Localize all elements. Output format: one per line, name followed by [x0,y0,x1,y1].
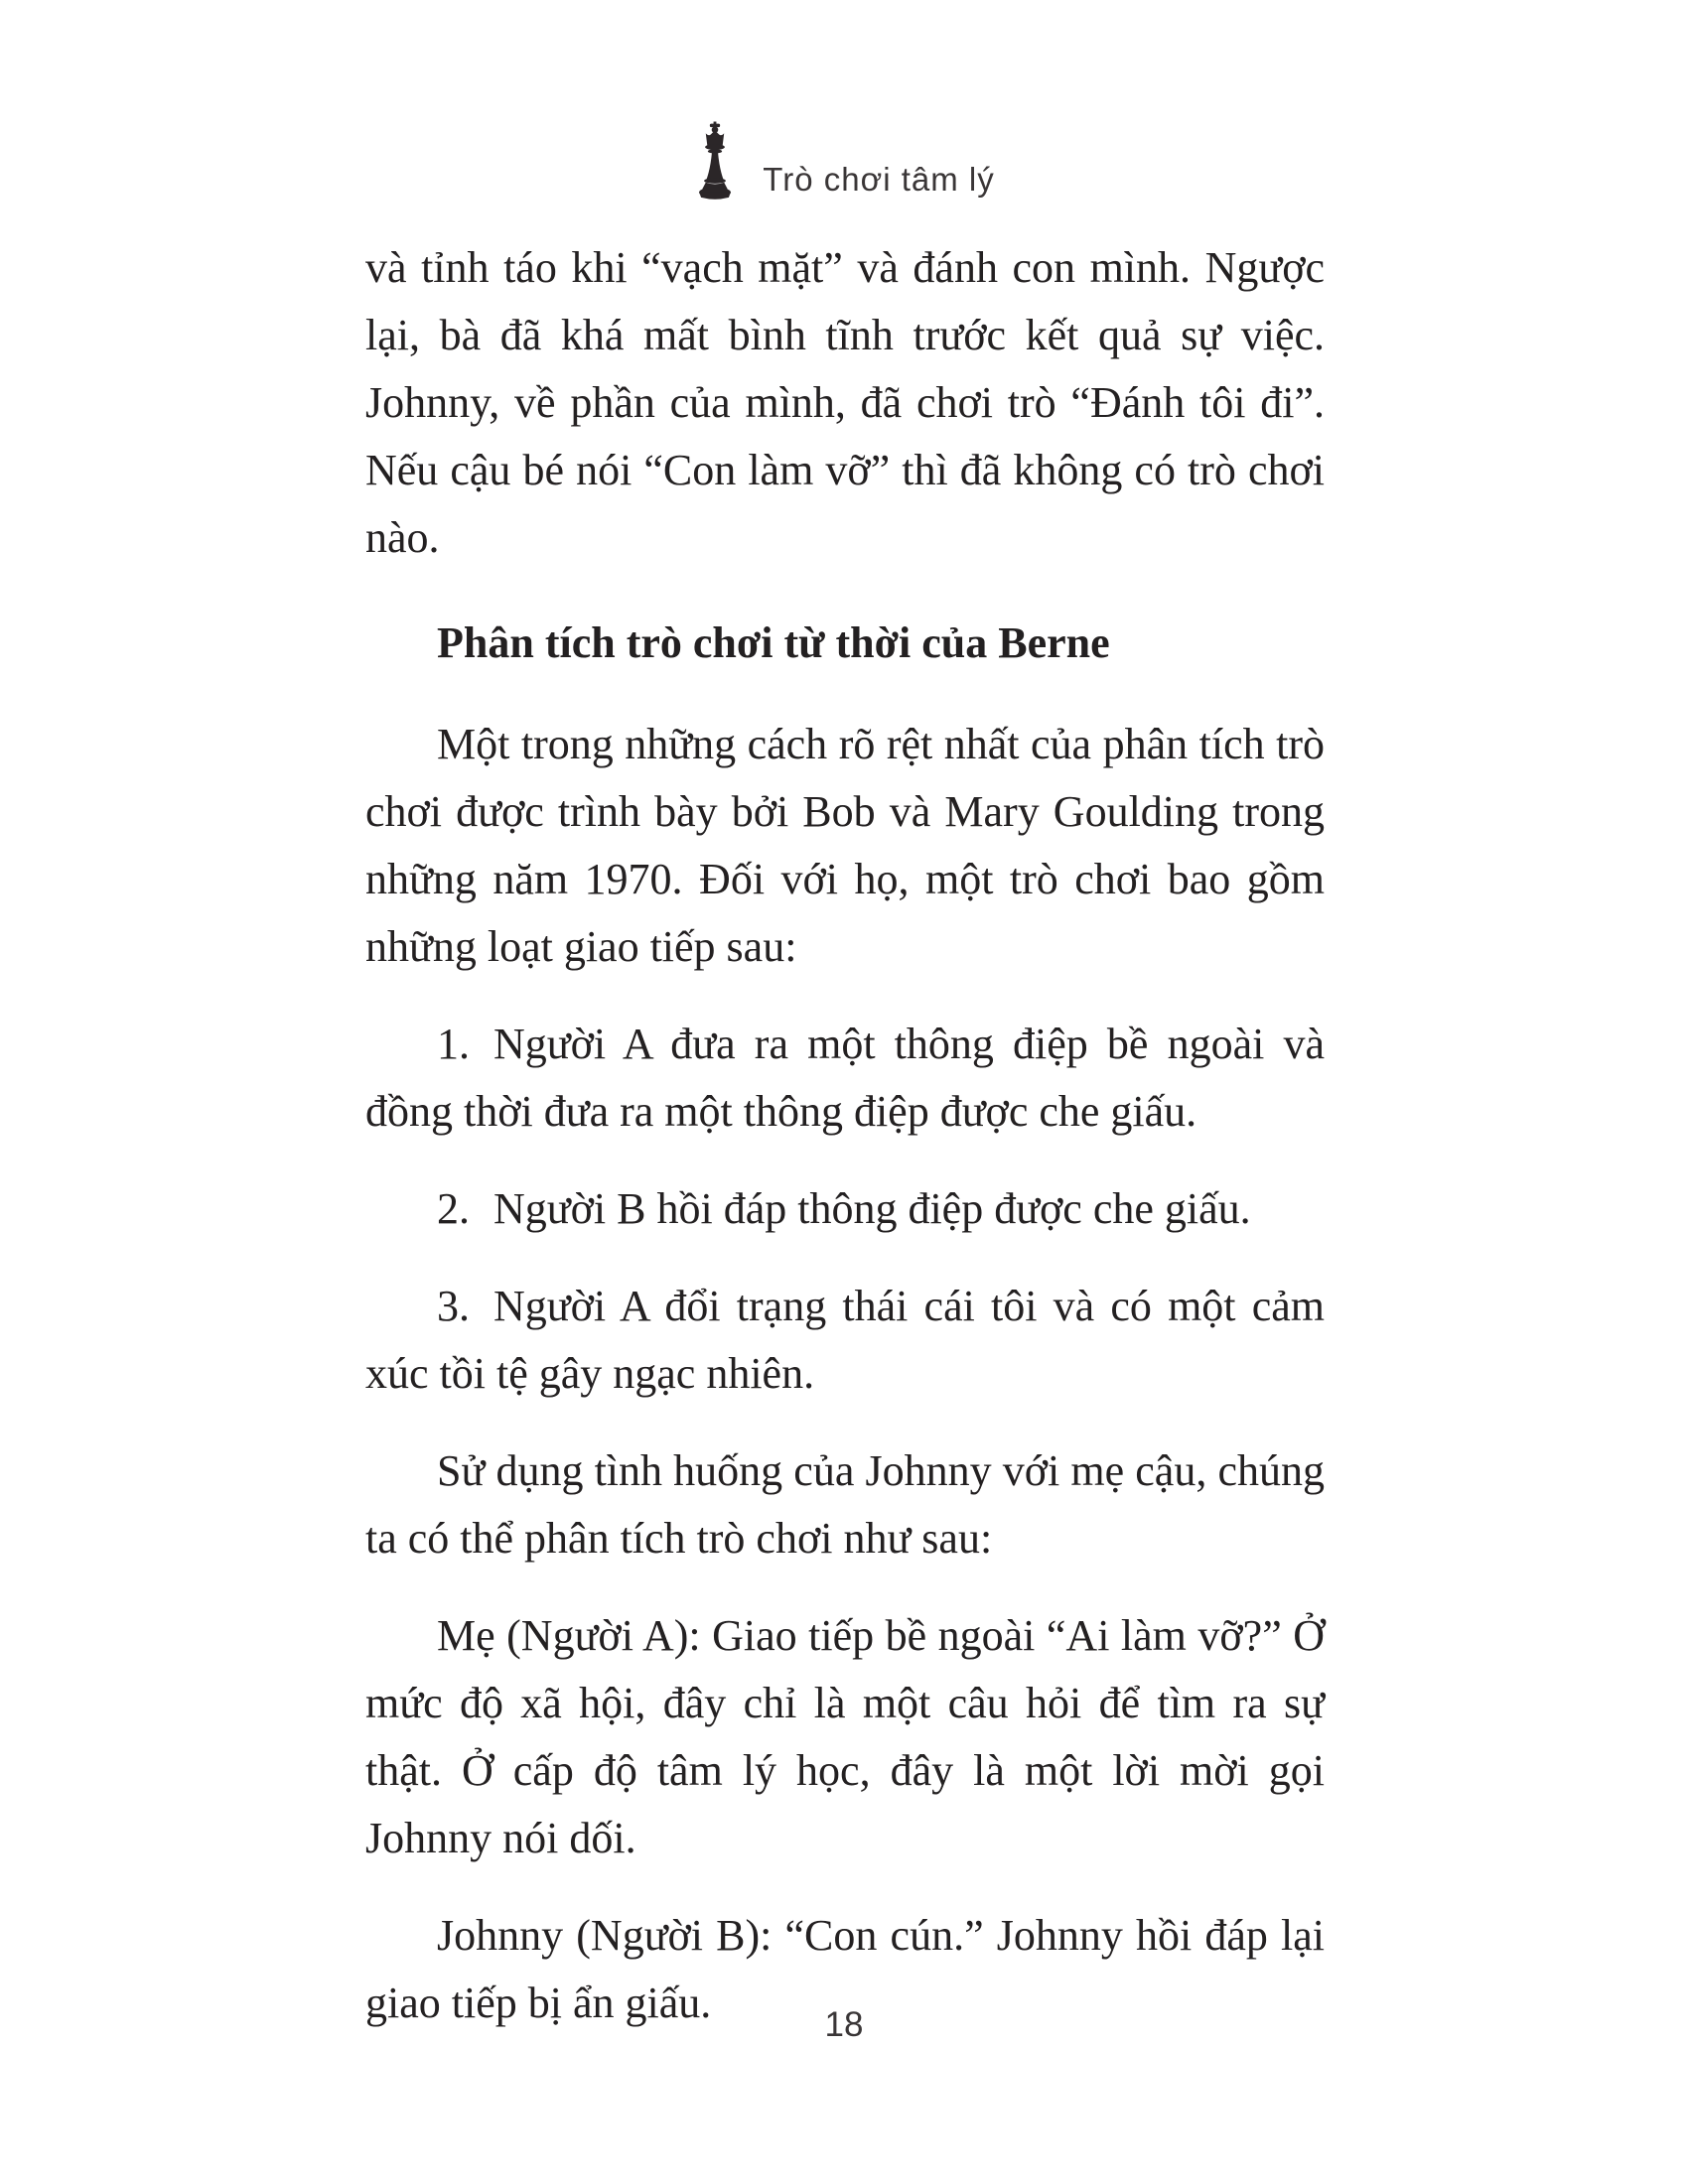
paragraph-using-situation: Sử dụng tình huống của Johnny với mẹ cậu, chúng ta có thể phân tích trò chơi như sau: [365,1446,1325,1563]
list-item-3-text: Người A đổi trạng thái cái tôi và có một cảm xúc tồi tệ gây ngạc nhiên. [365,1282,1325,1398]
list-item-2-text: Người B hồi đáp thông điệp được che giấu. [493,1184,1251,1233]
page-number: 18 [824,2005,864,2044]
list-item-2 [365,1175,1325,1243]
body-text-column [365,234,1325,2067]
list-item-1-text: Người A đưa ra một thông điệp bề ngoài và đồng thời đưa ra một thông điệp được che giấu. [365,1020,1325,1136]
running-head-title: Trò chơi tâm lý [763,161,995,198]
chess-piece-icon [693,121,737,203]
paragraph-johnny: Johnny (Người B): “Con cún.” Johnny hồi đáp lại giao tiếp bị ẩn giấu. [365,1911,1325,2027]
list-item-1 [365,1011,1325,1146]
section-heading: Phân tích trò chơi từ thời của Berne [437,618,1110,667]
paragraph-mother: Mẹ (Người A): Giao tiếp bề ngoài “Ai làm vỡ?” Ở mức độ xã hội, đây chỉ là một câu hỏi để tìm ra sự thật. Ở cấp độ tâm lý học, đây là một lời mời gọi Johnny nói dối. [365,1611,1325,1862]
page-header [0,121,1688,203]
paragraph-goulding: Một trong những cách rõ rệt nhất của phân tích trò chơi được trình bày bởi Bob và Mary Goulding trong những năm 1970. Đối với họ, một trò chơi bao gồm những loạt giao tiếp sau: [365,720,1325,971]
list-item-3 [365,1273,1325,1408]
paragraph-intro: và tỉnh táo khi “vạch mặt” và đánh con mình. Ngược lại, bà đã khá mất bình tĩnh trước kết quả sự việc. Johnny, về phần của mình, đã chơi trò “Đánh tôi đi”. Nếu cậu bé nói “Con làm vỡ” thì đã không có trò chơi nào. [365,243,1325,562]
list-item-2-number: 2. [437,1184,470,1233]
list-item-1-number: 1. [437,1020,470,1068]
list-item-3-number: 3. [437,1282,470,1330]
